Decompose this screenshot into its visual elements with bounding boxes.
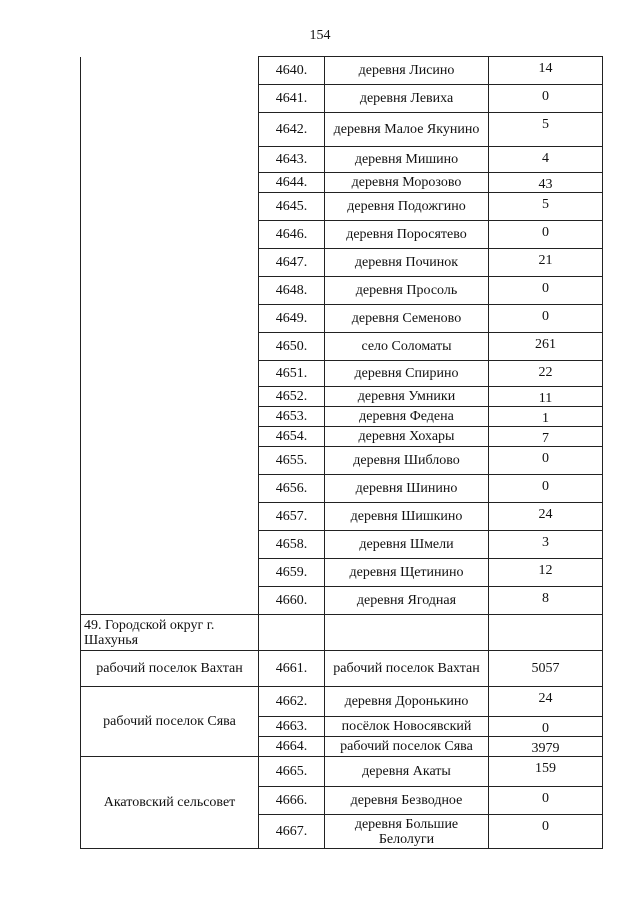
settlement-name: деревня Просоль <box>325 277 489 305</box>
population-count: 43 <box>489 173 603 193</box>
row-number: 4647. <box>259 249 325 277</box>
settlement-name: деревня Большие Белолуги <box>325 815 489 849</box>
settlement-name: рабочий поселок Сява <box>325 737 489 757</box>
row-number: 4652. <box>259 387 325 407</box>
empty-cell <box>325 615 489 651</box>
row-number: 4643. <box>259 147 325 173</box>
settlement-name: деревня Шишкино <box>325 503 489 531</box>
row-number: 4662. <box>259 687 325 717</box>
district-label: 49. Городской округ г. Шахунья <box>81 615 259 651</box>
settlement-name: деревня Хохары <box>325 427 489 447</box>
row-number: 4661. <box>259 651 325 687</box>
row-number: 4658. <box>259 531 325 559</box>
row-number: 4660. <box>259 587 325 615</box>
settlement-name: деревня Шмели <box>325 531 489 559</box>
row-number: 4640. <box>259 57 325 85</box>
settlement-name: деревня Семеново <box>325 305 489 333</box>
row-number: 4656. <box>259 475 325 503</box>
settlement-name: деревня Спирино <box>325 361 489 387</box>
population-count: 0 <box>489 717 603 737</box>
settlement-name: деревня Малое Якунино <box>325 113 489 147</box>
row-number: 4650. <box>259 333 325 361</box>
table-row <box>81 687 603 717</box>
population-count: 21 <box>489 249 603 277</box>
area-cell: рабочий поселок Сява <box>81 687 259 757</box>
population-count: 0 <box>489 787 603 815</box>
population-count: 5057 <box>489 651 603 687</box>
population-count: 159 <box>489 757 603 787</box>
settlement-name: деревня Федена <box>325 407 489 427</box>
row-number: 4664. <box>259 737 325 757</box>
row-number: 4657. <box>259 503 325 531</box>
settlement-name: рабочий поселок Вахтан <box>325 651 489 687</box>
row-number: 4653. <box>259 407 325 427</box>
settlement-name: село Соломаты <box>325 333 489 361</box>
population-count: 24 <box>489 503 603 531</box>
population-count: 1 <box>489 407 603 427</box>
population-count: 0 <box>489 815 603 849</box>
population-count: 22 <box>489 361 603 387</box>
row-number: 4667. <box>259 815 325 849</box>
table-row <box>81 57 603 85</box>
row-number: 4648. <box>259 277 325 305</box>
area-cell-empty <box>81 57 259 615</box>
population-count: 5 <box>489 113 603 147</box>
settlement-name: деревня Доронькино <box>325 687 489 717</box>
settlement-name: деревня Безводное <box>325 787 489 815</box>
row-number: 4663. <box>259 717 325 737</box>
population-count: 0 <box>489 277 603 305</box>
settlement-name: деревня Ягодная <box>325 587 489 615</box>
empty-cell <box>259 615 325 651</box>
row-number: 4646. <box>259 221 325 249</box>
population-count: 0 <box>489 221 603 249</box>
row-number: 4659. <box>259 559 325 587</box>
settlement-name: деревня Акаты <box>325 757 489 787</box>
settlement-name: деревня Лисино <box>325 57 489 85</box>
settlement-name: деревня Щетинино <box>325 559 489 587</box>
row-number: 4641. <box>259 85 325 113</box>
row-number: 4649. <box>259 305 325 333</box>
empty-cell <box>489 615 603 651</box>
settlements-table <box>80 56 603 849</box>
settlement-name: деревня Шиблово <box>325 447 489 475</box>
settlement-name: деревня Левиха <box>325 85 489 113</box>
table-body <box>81 57 603 849</box>
row-number: 4654. <box>259 427 325 447</box>
settlement-name: посёлок Новосявский <box>325 717 489 737</box>
table-row <box>81 757 603 787</box>
row-number: 4642. <box>259 113 325 147</box>
page-number: 154 <box>309 28 331 43</box>
population-count: 7 <box>489 427 603 447</box>
population-count: 14 <box>489 57 603 85</box>
population-count: 3 <box>489 531 603 559</box>
population-count: 5 <box>489 193 603 221</box>
district-row <box>81 615 603 651</box>
population-count: 24 <box>489 687 603 717</box>
settlement-name: деревня Мишино <box>325 147 489 173</box>
area-cell: рабочий поселок Вахтан <box>81 651 259 687</box>
row-number: 4655. <box>259 447 325 475</box>
population-count: 4 <box>489 147 603 173</box>
population-count: 3979 <box>489 737 603 757</box>
table-row <box>81 651 603 687</box>
settlement-name: деревня Морозово <box>325 173 489 193</box>
settlement-name: деревня Умники <box>325 387 489 407</box>
settlement-name: деревня Починок <box>325 249 489 277</box>
row-number: 4666. <box>259 787 325 815</box>
row-number: 4651. <box>259 361 325 387</box>
settlement-name: деревня Подожгино <box>325 193 489 221</box>
settlement-name: деревня Шинино <box>325 475 489 503</box>
population-count: 0 <box>489 475 603 503</box>
population-count: 261 <box>489 333 603 361</box>
population-count: 8 <box>489 587 603 615</box>
row-number: 4645. <box>259 193 325 221</box>
area-cell: Акатовский сельсовет <box>81 757 259 849</box>
settlement-name: деревня Поросятево <box>325 221 489 249</box>
row-number: 4665. <box>259 757 325 787</box>
row-number: 4644. <box>259 173 325 193</box>
population-count: 12 <box>489 559 603 587</box>
population-count: 0 <box>489 447 603 475</box>
population-count: 11 <box>489 387 603 407</box>
population-count: 0 <box>489 305 603 333</box>
population-count: 0 <box>489 85 603 113</box>
